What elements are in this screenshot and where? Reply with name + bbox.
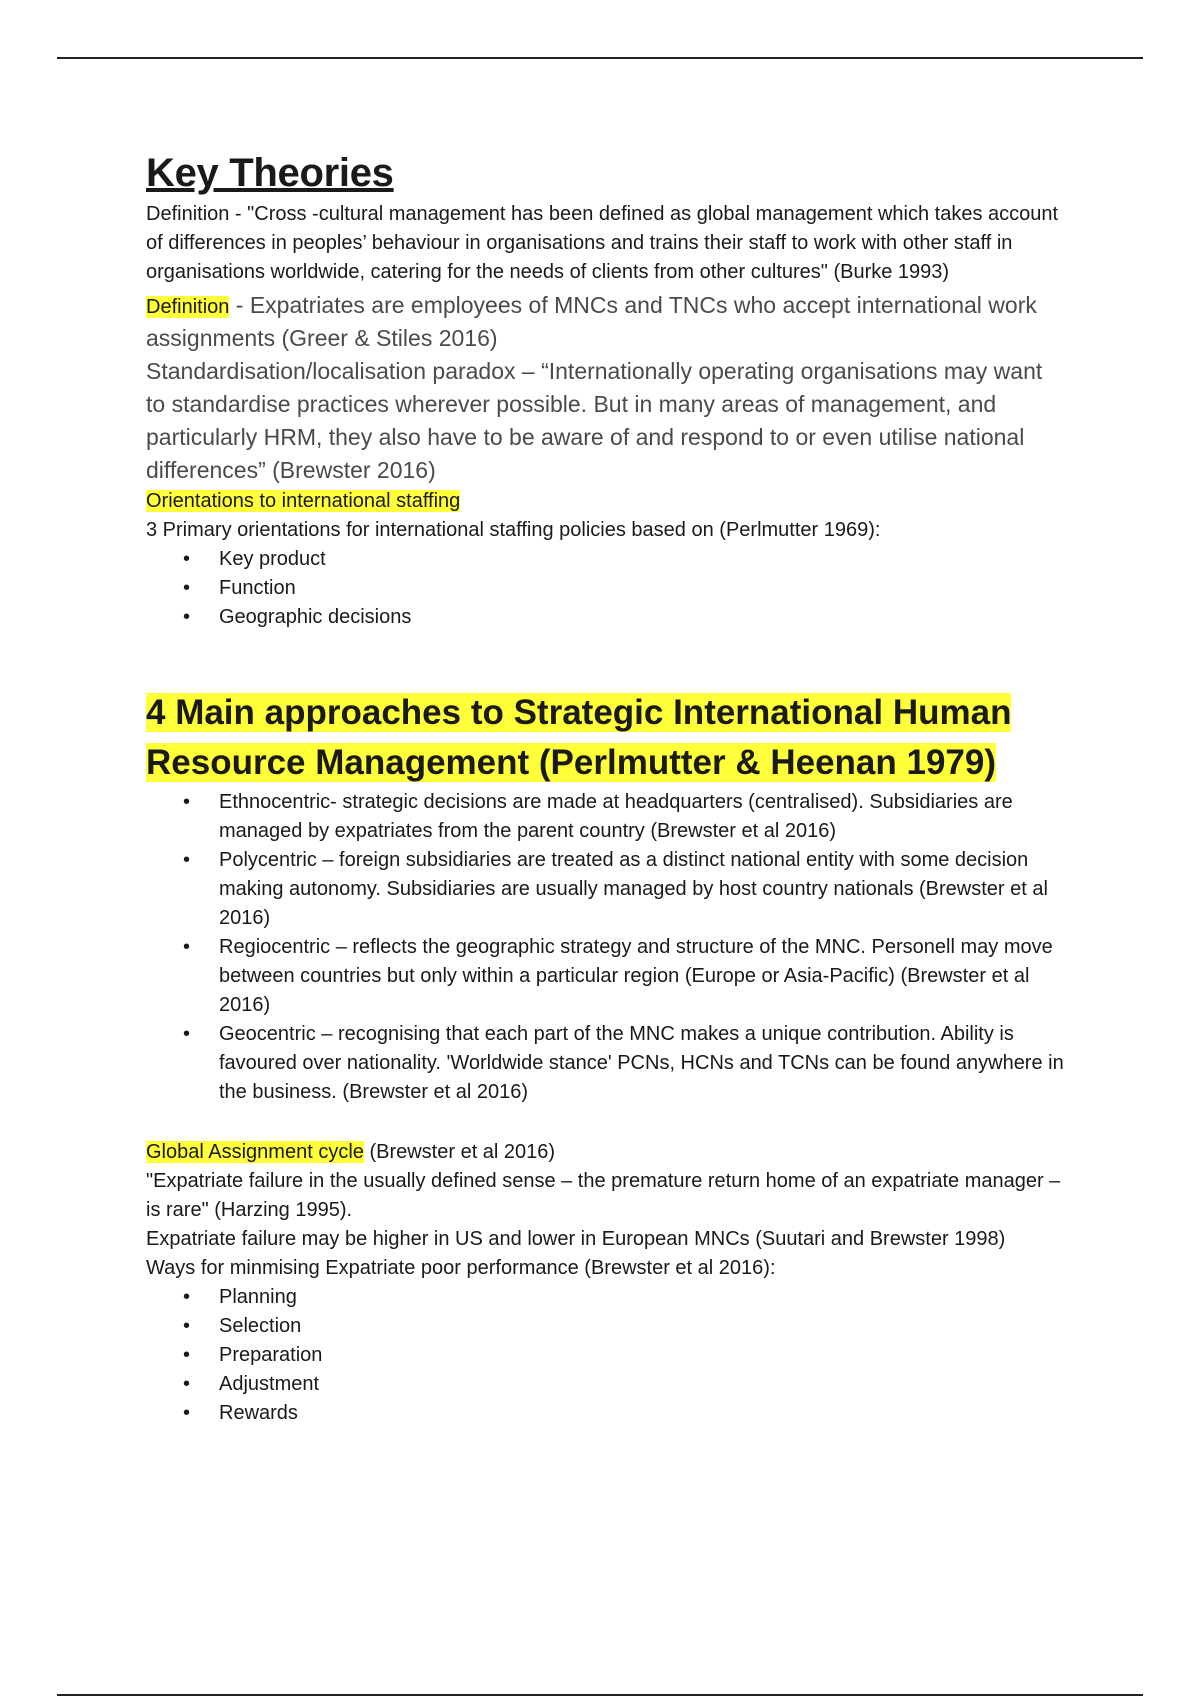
list-item: • Selection [219,1312,1066,1341]
global-assignment-cycle [146,1138,1066,1167]
ways-list [146,1283,1066,1428]
orientations-heading-text: Orientations to international staffing [146,490,461,512]
gac-failure: Expatriate failure may be higher in US and lower in European MNCs (Suutari and Brewster 1998) [146,1228,1006,1250]
list-item: • Planning [219,1283,1066,1312]
approach-polycentric: • Polycentric – foreign subsidiaries are treated as a distinct national entity with some decision making autonomy. Subsidiaries are usually managed by host country nationals (Brewster et al 2016) [219,846,1066,933]
definition-expatriates [146,289,1066,355]
definition-expatriates-text: - Expatriates are employees of MNCs and TNCs who accept international work assignments (Greer & Stiles 2016) [146,292,1037,351]
orientations-heading [146,487,1066,516]
standardisation-paradox: Standardisation/localisation paradox – “Internationally operating organisations may want to standardise practices wherever possible. But in many areas of management, and particularly HRM, they also have to be aware of and respond to or even utilise national differences” (Brewster 2016) [146,358,1043,483]
document-page [146,150,1066,1428]
header-rule [57,57,1143,59]
section-heading-text: 4 Main approaches to Strategic International Human Resource Management (Perlmutter & Heenan 1979) [146,693,1012,782]
section-heading-approaches [146,688,1066,788]
list-item: • Adjustment [219,1370,1066,1399]
approach-ethnocentric: • Ethnocentric- strategic decisions are made at headquarters (centralised). Subsidiaries are managed by expatriates from the parent country (Brewster et al 2016) [219,788,1066,846]
gac-cite: (Brewster et al 2016) [363,1141,556,1163]
list-item: • Preparation [219,1341,1066,1370]
orientations-intro: 3 Primary orientations for international staffing policies based on (Perlmutter 1969): [146,519,881,541]
list-item: • Rewards [219,1399,1066,1428]
gac-quote: "Expatriate failure in the usually defined sense – the premature return home of an expatriate manager – is rare" (Harzing 1995). [146,1170,1061,1221]
gac-label: Global Assignment cycle [146,1141,364,1163]
approach-regiocentric: • Regiocentric – reflects the geographic strategy and structure of the MNC. Personell may move between countries but only within a particular region (Europe or Asia-Pacific) (Brewster et al 2016) [219,933,1066,1020]
page-title: Key Theories [146,151,394,195]
approach-geocentric: • Geocentric – recognising that each part of the MNC makes a unique contribution. Ability is favoured over nationality. 'Worldwide stance' PCNs, HCNs and TCNs can be found anywhere in the business. (Brewster et al 2016) [219,1020,1066,1107]
list-item: • Function [219,574,1066,603]
list-item: • Key product [219,545,1066,574]
footer-rule [57,1694,1143,1696]
ways-intro: Ways for minmising Expatriate poor performance (Brewster et al 2016): [146,1257,776,1279]
definition-cross-cultural: Definition - "Cross -cultural management has been defined as global management which takes account of differences in peoples’ behaviour in organisations and trains their staff to work with other staff in organisations worldwide, catering for the needs of clients from other cultures" (Burke 1993) [146,203,1059,283]
approaches-list [146,788,1066,1107]
list-item: • Geographic decisions [219,603,1066,632]
orientations-list [146,545,1066,632]
definition-label: Definition [146,296,230,318]
